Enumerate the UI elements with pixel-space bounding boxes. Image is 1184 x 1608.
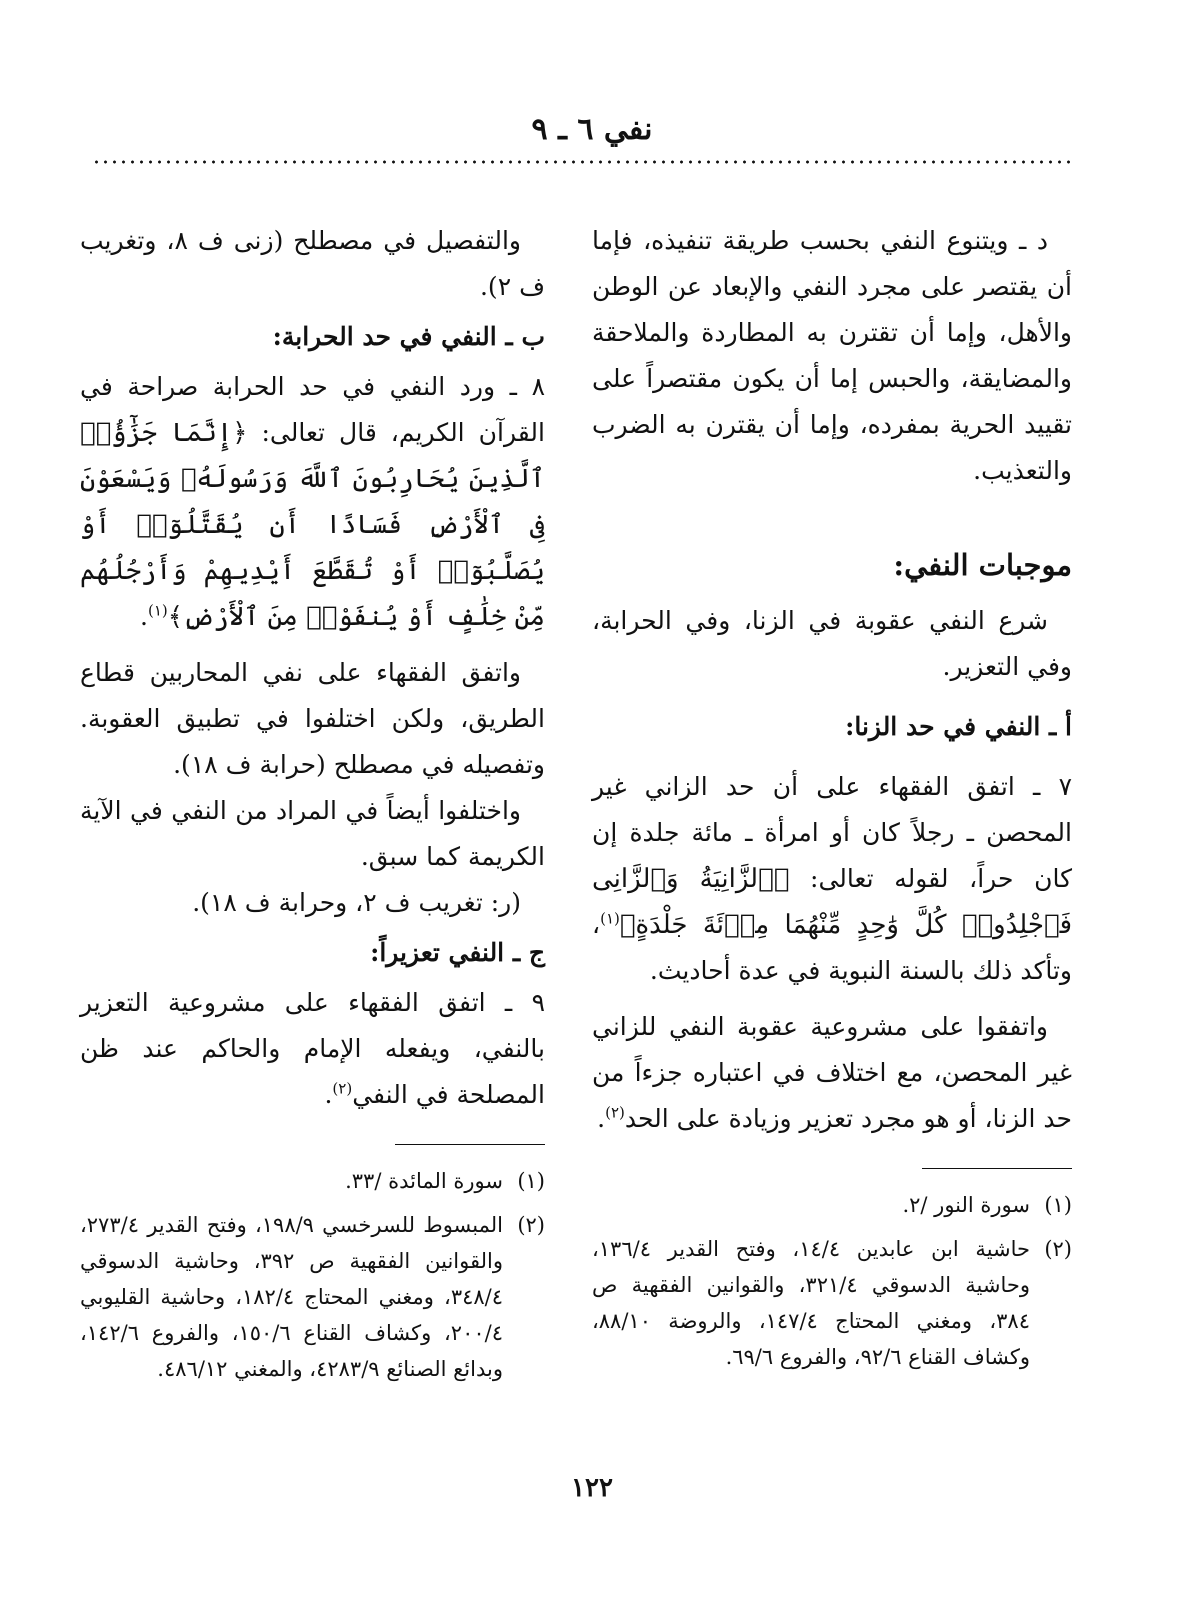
heading-a: أ ـ النفي في حد الزنا: xyxy=(845,712,1072,741)
footnote xyxy=(592,1231,1072,1375)
paragraph-8-text: ٨ ـ ورد النفي في حد الحرابة صراحة في القرآن الكريم، قال تعالى: xyxy=(80,372,545,447)
footnote xyxy=(80,1207,545,1387)
paragraph-agreement-text: واتفقوا على مشروعية عقوبة النفي للزاني غير المحصن، مع اختلاف في اعتباره جزءاً من حد الزنا، أو هو مجرد تعزير وزيادة على الحد xyxy=(592,1012,1072,1133)
footnote-number: (٢) xyxy=(517,1213,545,1237)
footnote-ref: (١) xyxy=(600,909,620,928)
footnote-text: سورة المائدة /٣٣. xyxy=(345,1169,503,1193)
footnote-number: (٢) xyxy=(1044,1237,1072,1261)
paragraph-8-end: . xyxy=(140,602,148,631)
heading-b: ب ـ النفي في حد الحرابة: xyxy=(272,322,545,351)
footnote-number: (١) xyxy=(1044,1193,1072,1217)
footnotes-left xyxy=(80,1163,545,1387)
footnote-text: حاشية ابن عابدين ١٤/٤، وفتح القدير ١٣٦/٤، وحاشية الدسوقي ٣٢١/٤، والقوانين الفقهية ص ٣٨٤، ومغني المحتاج ١٤٧/٤، والروضة ٨٨/١٠، وكشاف القناع ٩٢/٦، والفروع ٦٩/٦. xyxy=(592,1237,1031,1369)
paragraph-fuqaha: واتفق الفقهاء على نفي المحاربين قطاع الطريق، ولكن اختلفوا في تطبيق العقوبة. وتفصيله في مصطلح (حرابة ف ١٨). xyxy=(80,658,545,779)
heading-c: ج ـ النفي تعزيراً: xyxy=(370,938,545,967)
running-header: نفي ٦ ـ ٩ xyxy=(531,112,653,147)
paragraph-d: د ـ ويتنوع النفي بحسب طريقة تنفيذه، فإما أن يقتصر على مجرد النفي والإبعاد عن الوطن والأهل، وإما أن تقترن به المطاردة والملاحقة والمضايقة، والحبس إما أن يكون مقتصراً على تقييد الحرية بمفرده، وإما أن يقترن به الضرب والتعذيب. xyxy=(592,226,1072,485)
right-column xyxy=(592,218,1072,1383)
left-column xyxy=(80,218,545,1395)
footnote-text: المبسوط للسرخسي ١٩٨/٩، وفتح القدير ٢٧٣/٤، والقوانين الفقهية ص ٣٩٢، وحاشية الدسوقي ٣٤٨/٤، ومغني المحتاج ١٨٢/٤، وحاشية القليوبي ٢٠٠/٤، وكشاف القناع ١٥٠/٦، والفروع ١٤٢/٦، وبدائع الصنائع ٤٢٨٣/٩، والمغني ٤٨٦/١٢. xyxy=(80,1213,504,1381)
paragraph-intro: شرع النفي عقوبة في الزنا، وفي الحرابة، وفي التعزير. xyxy=(592,606,1072,681)
paragraph-7 xyxy=(592,764,1072,994)
paragraph-7-text: ٧ ـ اتفق الفقهاء على أن حد الزاني غير المحصن ـ رجلاً كان أو امرأة ـ مائة جلدة إن كان حراً، لقوله تعالى: xyxy=(592,772,1073,893)
paragraph-8 xyxy=(80,364,545,640)
footnote-rule xyxy=(395,1144,545,1145)
footnote-number: (١) xyxy=(517,1169,545,1193)
page-number: ١٢٢ xyxy=(571,1473,613,1503)
paragraph-differ: واختلفوا أيضاً في المراد من النفي في الآية الكريمة كما سبق. xyxy=(80,796,545,871)
footnote-ref: (٢) xyxy=(605,1103,625,1122)
quran-verse-nur: ﴿ٱلزَّانِيَةُ وَٱلزَّانِى فَٱجْلِدُوا۟ كُلَّ وَٰحِدٍ مِّنْهُمَا مِا۟ئَةَ جَلْدَةٍ﴾ xyxy=(592,864,1072,940)
paragraph-9-end: . xyxy=(324,1080,333,1109)
footnotes-right xyxy=(592,1187,1072,1375)
paragraph-9-text: ٩ ـ اتفق الفقهاء على مشروعية التعزير بالنفي، ويفعله الإمام والحاكم عند ظن المصلحة في النفي xyxy=(80,988,545,1109)
footnote-ref: (٢) xyxy=(332,1079,353,1098)
quran-verse-maidah: ﴿إِنَّمَا جَزَٰٓؤُا۟ ٱلَّذِينَ يُحَارِبُونَ ٱللَّهَ وَرَسُولَهُۥ وَيَسْعَوْنَ فِى ٱلْأَرْضِ فَسَادًا أَن يُقَتَّلُوٓا۟ أَوْ يُصَلَّبُوٓا۟ أَوْ تُقَطَّعَ أَيْدِيهِمْ وَأَرْجُلُهُم مِّنْ خِلَٰفٍ أَوْ يُنفَوْا۟ مِنَ ٱلْأَرْضِ﴾ xyxy=(80,418,545,632)
paragraph-9 xyxy=(80,980,545,1118)
dotted-divider xyxy=(92,160,1072,164)
footnote-rule xyxy=(922,1168,1072,1169)
footnote xyxy=(80,1163,545,1199)
paragraph-detail: والتفصيل في مصطلح (زنى ف ٨، وتغريب ف ٢). xyxy=(80,226,545,301)
footnote-text: سورة النور /٢. xyxy=(902,1193,1030,1217)
footnote-ref: (١) xyxy=(148,601,168,620)
paragraph-reference: (ر: تغريب ف ٢، وحرابة ف ١٨). xyxy=(192,888,521,917)
footnote xyxy=(592,1187,1072,1223)
paragraph-agreement-end: . xyxy=(597,1104,606,1133)
paragraph-7-end: ، وتأكد ذلك بالسنة النبوية في عدة أحاديث. xyxy=(592,910,1072,985)
section-title: موجبات النفي: xyxy=(893,548,1072,582)
paragraph-agreement xyxy=(592,1004,1072,1142)
